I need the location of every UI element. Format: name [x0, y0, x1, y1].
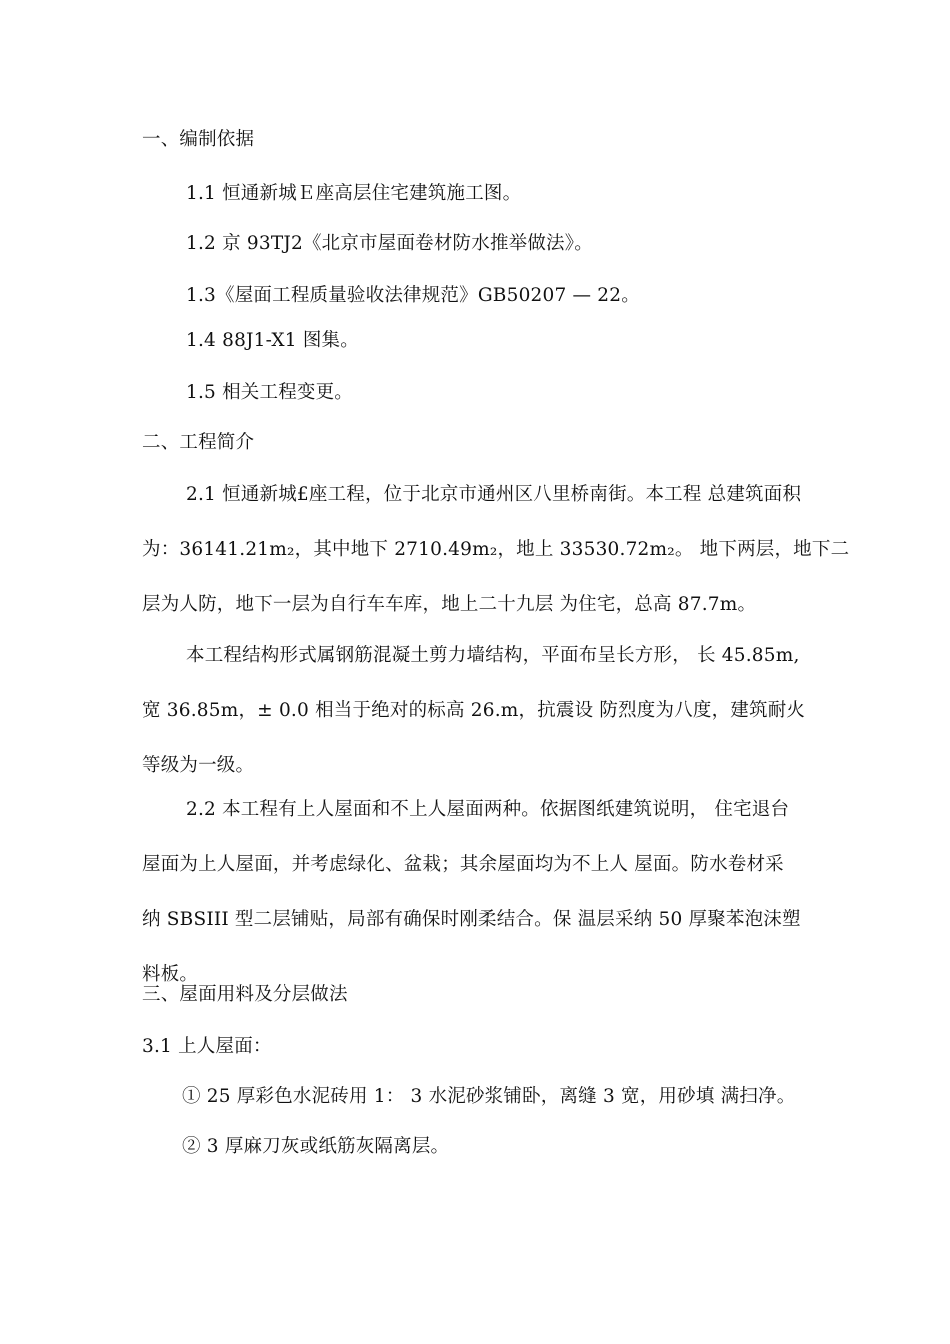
paragraph-line: 本工程结构形式属钢筋混凝土剪力墙结构，平面布呈长方形， 长 45.85m, [186, 645, 800, 666]
paragraph-line: 2.1 恒通新城£座工程，位于北京市通州区八里桥南街。本工程 总建筑面积 [186, 484, 802, 505]
section-heading-1: 一、编制依据 [142, 129, 255, 150]
section-heading-2: 二、工程简介 [142, 432, 255, 453]
roof-types-paragraph [142, 782, 801, 1002]
paragraph-line: 为：36141.21m₂，其中地下 2710.49m₂，地上 33530.72m₂。 地下两层，地下二 [142, 539, 850, 560]
paragraph-line: 宽 36.85m，± 0.0 相当于绝对的标高 26.m，抗震设 防烈度为八度，建筑耐火 [142, 700, 806, 721]
basis-item-5: 1.5 相关工程变更。 [186, 382, 354, 403]
structure-paragraph [142, 628, 805, 793]
basis-item-2: 1.2 京 93TJ2《北京市屋面卷材防水推举做法》。 [186, 233, 593, 254]
paragraph-line: 屋面为上人屋面，并考虑绿化、盆栽；其余屋面均为不上人 屋面。防水卷材采 [142, 854, 784, 875]
section-heading-3: 三、屋面用料及分层做法 [142, 984, 348, 1005]
paragraph-line: 层为人防，地下一层为自行车车库，地上二十九层 为住宅，总高 87.7m。 [142, 594, 757, 615]
sub-heading-3-1: 3.1 上人屋面： [142, 1036, 272, 1057]
paragraph-line: 等级为一级。 [142, 755, 255, 776]
basis-item-4: 1.4 88J1-X1 图集。 [186, 330, 359, 351]
paragraph-line: 纳 SBSIII 型二层铺贴，局部有确保时刚柔结合。保 温层采纳 50 厚聚苯泡沫塑 [142, 909, 801, 930]
project-overview-paragraph [142, 467, 849, 632]
layer-step-2: ② 3 厚麻刀灰或纸筋灰隔离层。 [182, 1136, 450, 1157]
paragraph-line: 料板。 [142, 964, 199, 985]
basis-item-3: 1.3《屋面工程质量验收法律规范》GB50207 — 22。 [186, 285, 640, 306]
paragraph-line: 2.2 本工程有上人屋面和不上人屋面两种。依据图纸建筑说明， 住宅退台 [186, 799, 790, 820]
layer-step-1: ① 25 厚彩色水泥砖用 1： 3 水泥砂浆铺卧，离缝 3 宽，用砂填 满扫净。 [182, 1086, 796, 1107]
basis-item-1: 1.1 恒通新城Ｅ座高层住宅建筑施工图。 [186, 183, 522, 204]
